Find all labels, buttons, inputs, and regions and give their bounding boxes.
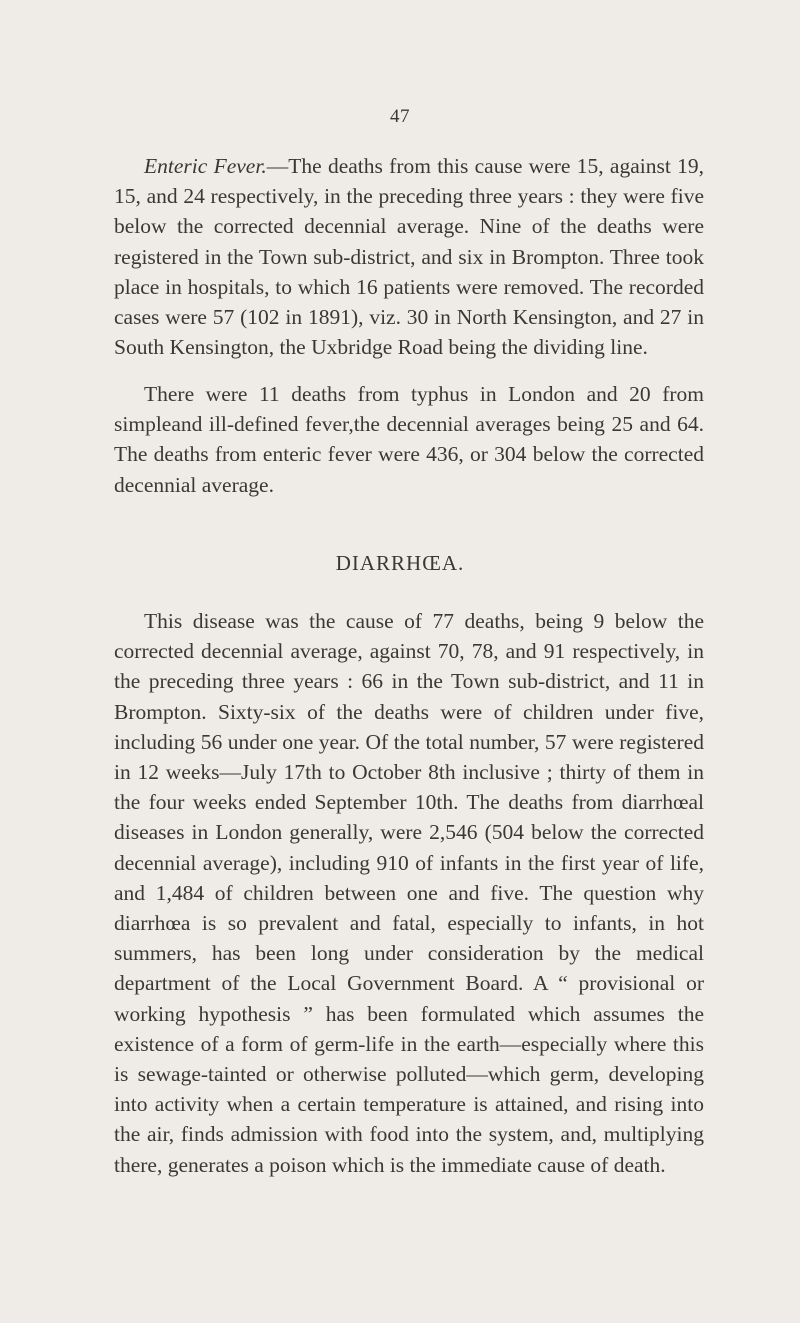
page-number: 47 xyxy=(390,106,410,127)
enteric-fever-paragraph xyxy=(114,151,704,362)
enteric-fever-lead: Enteric Fever. xyxy=(144,154,267,178)
diarrhoea-paragraph: This disease was the cause of 77 deaths, being 9 below the corrected decennial average, against 70, 78, and 91 respectively, in the preceding three years : 66 in the Town sub-district, and 11 in Brompton. Sixty-six of the deaths were of children under five, including 56 under one year. Of the total number, 57 were registered in 12 weeks—July 17th to October 8th inclusive ; thirty of them in the four weeks ended September 10th. The deaths from diarrhœal diseases in London generally, were 2,546 (504 below the corrected decennial average), including 910 of infants in the first year of life, and 1,484 of children between one and five. The question why diarrhœa is so prevalent and fatal, especially to infants, in hot summers, has been long under consideration by the medical department of the Local Government Board. A “ provisional or working hypothesis ” has been formulated which assumes the existence of a form of germ-life in the earth—especially where this is sewage-tainted or otherwise polluted—which germ, developing into activity when a certain temperature is attained, and rising into the air, finds admission with food into the system, and, multiplying there, generates a poison which is the immediate cause of death. xyxy=(114,609,704,1177)
section-heading-diarrhoea: DIARRHŒA. xyxy=(335,551,465,575)
enteric-fever-text: —The deaths from this cause were 15, against 19, 15, and 24 respectively, in the preceding three years : they were five below the corrected decennial average. Nine of the deaths were registered in the Town sub-district, and six in Brompton. Three took place in hospitals, to which 16 patients were removed. The recorded cases were 57 (102 in 1891), viz. 30 in North Kensington, and 27 in South Kensington, the Uxbridge Road being the dividing line. xyxy=(114,154,705,360)
typhus-paragraph: There were 11 deaths from typhus in London and 20 from simpleand ill-defined fever,the decennial averages being 25 and 64. The deaths from enteric fever were 436, or 304 below the corrected decennial average. xyxy=(114,382,704,497)
